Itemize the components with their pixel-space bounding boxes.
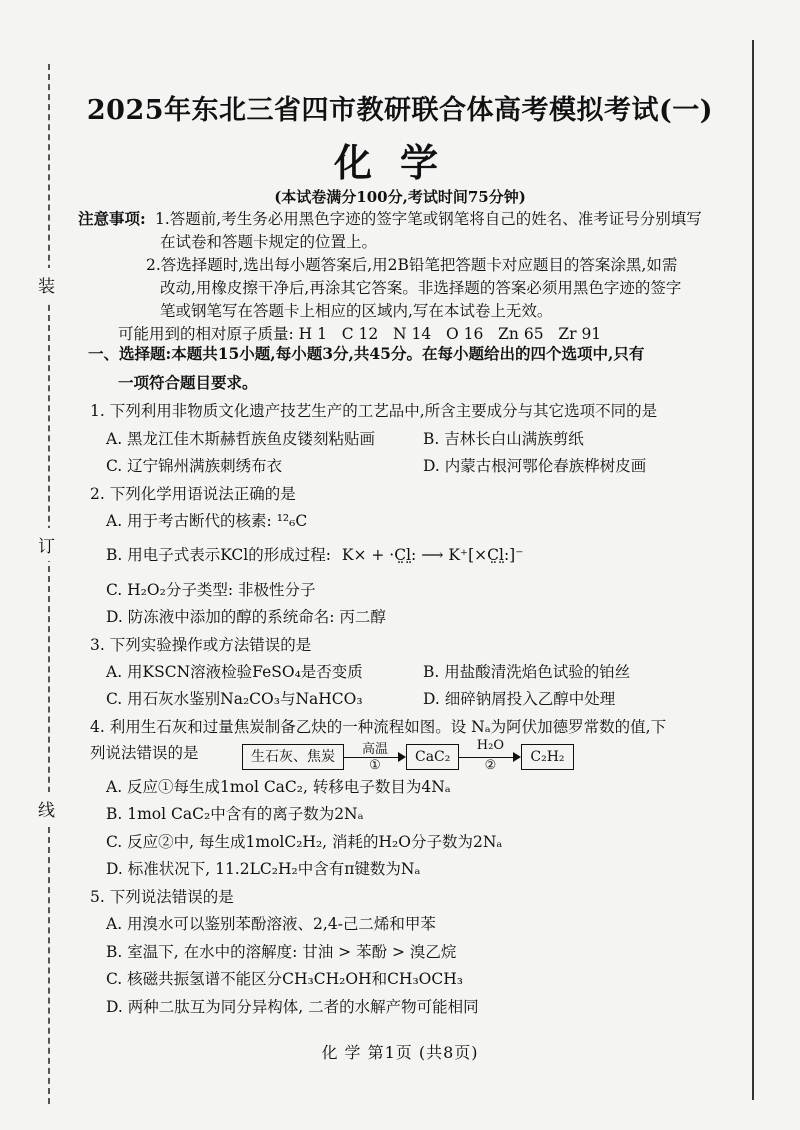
question-3-option-b: B. 用盐酸清洗焰色试验的铂丝 (423, 663, 631, 681)
question-3-option-c: C. 用石灰水鉴别Na₂CO₃与NaHCO₃ (106, 690, 363, 708)
flow-arrow-1 (344, 742, 406, 772)
notes-label: 注意事项: (78, 209, 146, 228)
acetylene-flow-diagram (242, 738, 574, 773)
question-3-option-a: A. 用KSCN溶液检验FeSO₄是否变质 (106, 663, 363, 681)
question-1-option-b: B. 吉林长白山满族剪纸 (423, 430, 584, 448)
flow-arrow-1-condition: 高温 (361, 742, 388, 757)
exam-title: 2025年东北三省四市教研联合体高考模拟考试(一) (86, 95, 714, 126)
flow-box-cac2: CaC₂ (406, 744, 459, 770)
atomic-masses: 可能用到的相对原子质量: H 1 C 12 N 14 O 16 Zn 65 Zr 91 (118, 325, 602, 343)
subject-title: 化学 (333, 140, 466, 185)
question-4-option-a: A. 反应①每生成1mol CaC₂, 转移电子数目为4Nₐ (106, 778, 451, 796)
score-time-note: (本试卷满分100分,考试时间75分钟) (274, 188, 526, 206)
question-2-option-b (106, 544, 523, 566)
question-4-stem-line-1: 4. 利用生石灰和过量焦炭制备乙炔的一种流程如图。设 Nₐ为阿伏加德罗常数的值,下 (90, 718, 667, 736)
note-1-line-2: 在试卷和答题卡规定的位置上。 (160, 233, 378, 251)
note-2-line-3: 笔或钢笔写在答题卡上相应的区域内,写在本试卷上无效。 (160, 302, 553, 320)
question-2-option-a: A. 用于考古断代的核素: ¹²₆C (106, 512, 308, 530)
question-1-option-d: D. 内蒙古根河鄂伦春族桦树皮画 (423, 457, 647, 475)
margin-label-xian: 线 (38, 792, 55, 825)
section-1-heading-line-2: 一项符合题目要求。 (118, 373, 258, 392)
question-2-option-b-text: B. 用电子式表示KCl的形成过程: (106, 546, 331, 564)
section-1-heading-line-1: 一、选择题:本题共15小题,每小题3分,共45分。在每小题给出的四个选项中,只有 (88, 344, 645, 363)
question-5-option-c: C. 核磁共振氢谱不能区分CH₃CH₂OH和CH₃OCH₃ (106, 970, 463, 988)
question-1-option-a: A. 黑龙江佳木斯赫哲族鱼皮镂刻粘贴画 (106, 430, 376, 448)
flow-arrow-2 (459, 738, 521, 773)
binding-margin-dashed-line (48, 64, 50, 1104)
flow-arrow-2-condition: H₂O (476, 738, 504, 753)
question-4-option-c: C. 反应②中, 每生成1molC₂H₂, 消耗的H₂O分子数为2Nₐ (106, 833, 503, 851)
margin-label-zhuang: 装 (38, 268, 55, 301)
question-4-stem-line-2: 列说法错误的是 (90, 744, 199, 762)
question-2-option-d: D. 防冻液中添加的醇的系统命名: 丙二醇 (106, 608, 386, 626)
page-footer: 化 学 第1页 (共8页) (321, 1043, 479, 1062)
flow-arrow-1-step: ① (369, 758, 381, 773)
note-2-line-1: 2.答选择题时,选出每小题答案后,用2B铅笔把答题卡对应题目的答案涂黑,如需 (146, 256, 678, 274)
question-5-option-d: D. 两种二肽互为同分异构体, 二者的水解产物可能相同 (106, 998, 479, 1016)
question-3-stem: 3. 下列实验操作或方法错误的是 (90, 636, 312, 654)
question-3-option-d: D. 细碎钠屑投入乙醇中处理 (423, 690, 616, 708)
flow-box-c2h2: C₂H₂ (521, 744, 573, 770)
flow-box-raw-materials: 生石灰、焦炭 (242, 744, 344, 770)
flow-arrow-2-step: ② (484, 758, 497, 773)
question-5-option-b: B. 室温下, 在水中的溶解度: 甘油 > 苯酚 > 溴乙烷 (106, 943, 457, 961)
note-1-line-1: 1.答题前,考生务必用黑色字迹的签字笔或钢笔将自己的姓名、准考证号分别填写 (155, 210, 702, 228)
question-1-option-c: C. 辽宁锦州满族刺绣布衣 (106, 457, 283, 475)
question-4-option-b: B. 1mol CaC₂中含有的离子数为2Nₐ (106, 805, 364, 823)
kcl-electron-formula: K× + ·C̤l̤: ⟶ K⁺[×C̤l̤:]⁻ (341, 546, 524, 564)
question-2-option-c: C. H₂O₂分子类型: 非极性分子 (106, 581, 316, 599)
margin-label-ding: 订 (38, 528, 55, 561)
question-1-stem: 1. 下列利用非物质文化遗产技艺生产的工艺品中,所含主要成分与其它选项不同的是 (90, 402, 658, 420)
question-5-stem: 5. 下列说法错误的是 (90, 888, 234, 906)
question-2-stem: 2. 下列化学用语说法正确的是 (90, 485, 296, 503)
question-4-option-d: D. 标准状况下, 11.2LC₂H₂中含有π键数为Nₐ (106, 860, 421, 878)
note-2-line-2: 改动,用橡皮擦干净后,再涂其它答案。非选择题的答案必须用黑色字迹的签字 (160, 279, 682, 297)
question-5-option-a: A. 用溴水可以鉴别苯酚溶液、2,4-己二烯和甲苯 (106, 915, 436, 933)
